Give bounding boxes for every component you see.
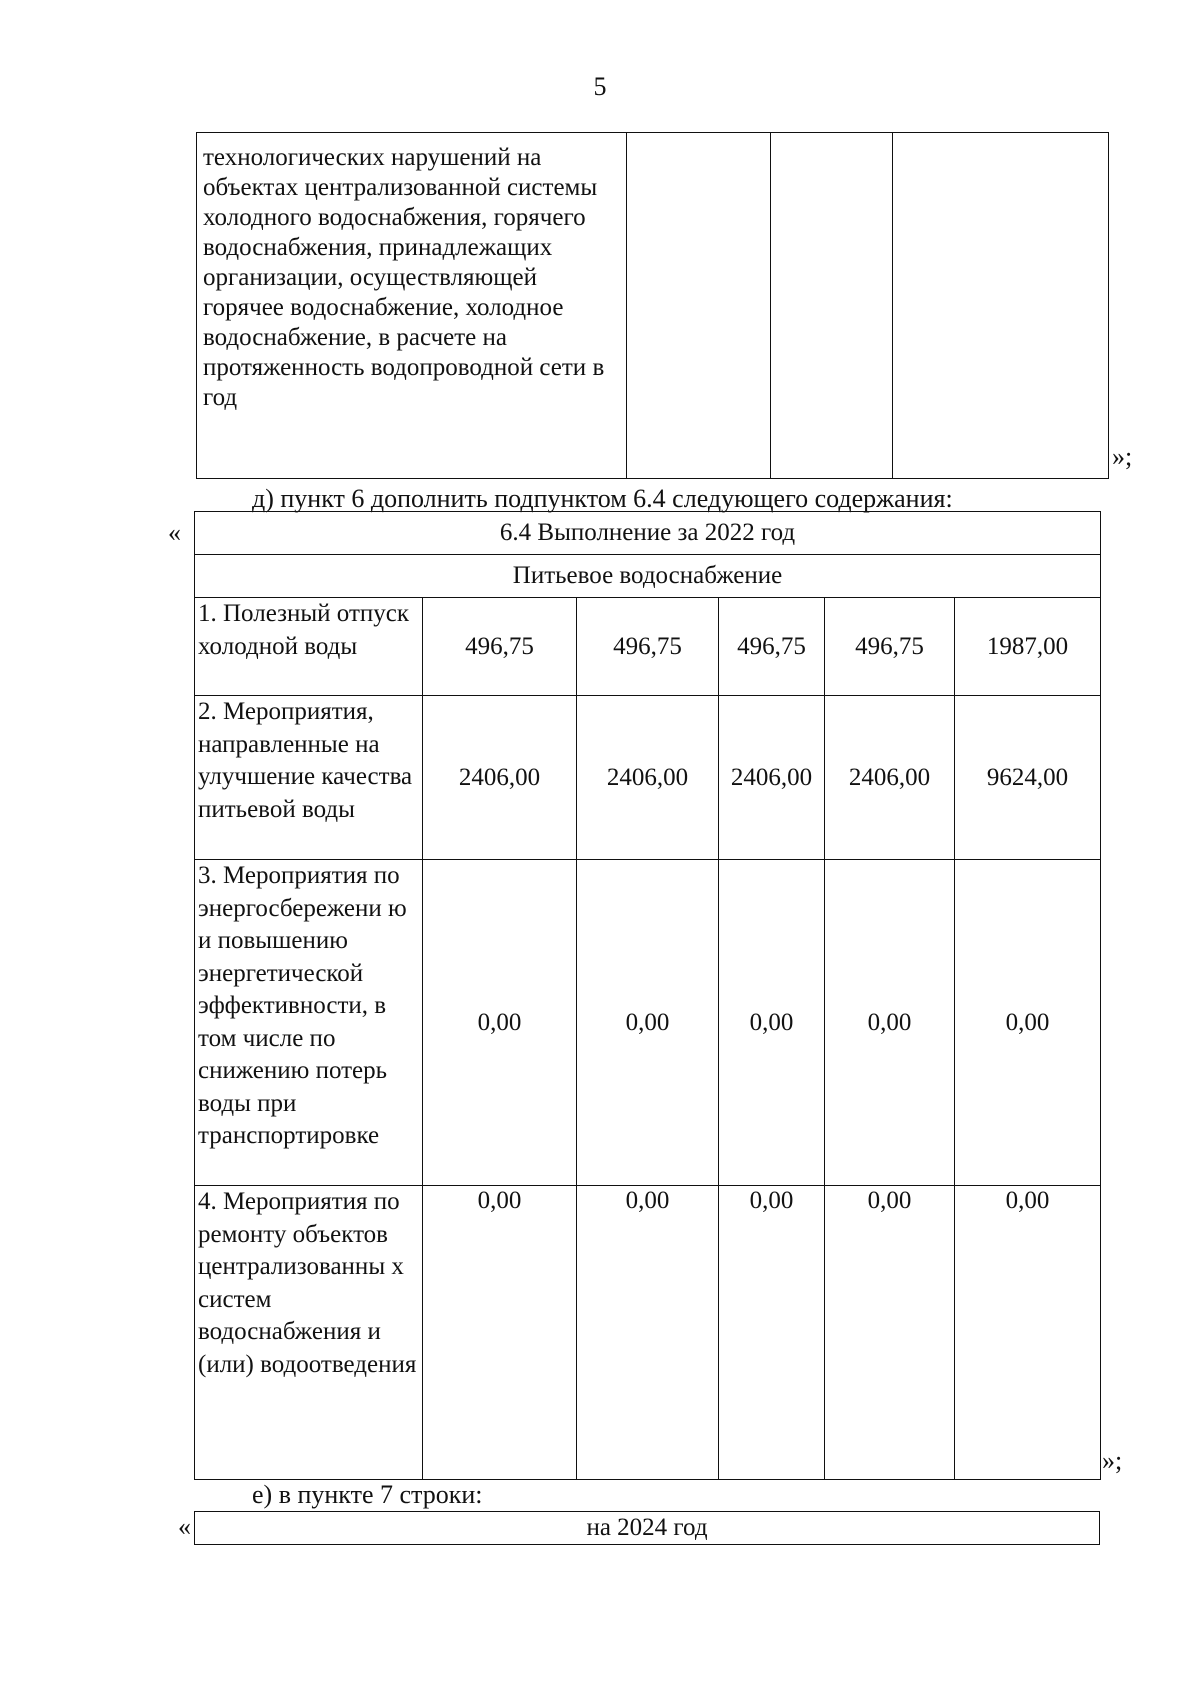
paragraph-d: д) пункт 6 дополнить подпунктом 6.4 следующего содержания:	[252, 484, 953, 513]
closing-quote: »;	[1112, 442, 1133, 471]
row-value: 0,00	[423, 1186, 577, 1480]
row-value: 0,00	[577, 1186, 719, 1480]
table-row	[195, 1186, 1101, 1480]
indicator-text: технологических нарушений на объектах централизованной системы холодного водоснабжения, горячего водоснабжения, принадлежащих организации, осуществляющей горячее водоснабжение, холодное водоснабжение, в расчете на протяженность водопроводной сети в год	[203, 144, 605, 411]
row-value: 0,00	[955, 860, 1101, 1186]
table-row	[195, 860, 1101, 1186]
row-label: 1. Полезный отпуск холодной воды	[195, 598, 423, 696]
table-row	[195, 598, 1101, 696]
row-value: 0,00	[577, 860, 719, 1186]
row-value: 496,75	[825, 598, 955, 696]
row-value: 2406,00	[577, 696, 719, 860]
row-value: 0,00	[719, 1186, 825, 1480]
year-2024-table	[194, 1511, 1100, 1545]
table-row	[195, 696, 1101, 860]
row-value: 2406,00	[423, 696, 577, 860]
table-title: 6.4 Выполнение за 2022 год	[195, 512, 1101, 555]
row-value: 1987,00	[955, 598, 1101, 696]
row-label: 3. Мероприятия по энергосбережени ю и повышению энергетической эффективности, в том числе по снижению потерь воды при транспортировке	[195, 860, 423, 1186]
closing-quote: »;	[1102, 1446, 1123, 1475]
row-value: 2406,00	[825, 696, 955, 860]
empty-cell	[627, 133, 771, 479]
row-value: 0,00	[825, 1186, 955, 1480]
opening-quote: «	[178, 1512, 191, 1541]
row-value: 0,00	[955, 1186, 1101, 1480]
row-value: 0,00	[719, 860, 825, 1186]
row-value: 496,75	[719, 598, 825, 696]
table-title: на 2024 год	[195, 1512, 1100, 1545]
execution-2022-table	[194, 511, 1101, 1480]
row-value: 2406,00	[719, 696, 825, 860]
row-value: 0,00	[825, 860, 955, 1186]
opening-quote: «	[168, 518, 181, 547]
paragraph-e: е) в пункте 7 строки:	[252, 1480, 483, 1509]
row-value: 9624,00	[955, 696, 1101, 860]
row-value: 496,75	[423, 598, 577, 696]
row-value: 0,00	[423, 860, 577, 1186]
row-label: 4. Мероприятия по ремонту объектов централизованны х систем водоснабжения и (или) водоотведения	[195, 1186, 423, 1480]
table-subtitle: Питьевое водоснабжение	[195, 555, 1101, 598]
page-number: 5	[593, 72, 607, 101]
empty-cell	[893, 133, 1109, 479]
indicator-cell	[197, 133, 627, 479]
empty-cell	[771, 133, 893, 479]
continuation-table	[196, 132, 1109, 479]
row-label: 2. Мероприятия, направленные на улучшение качества питьевой воды	[195, 696, 423, 860]
row-value: 496,75	[577, 598, 719, 696]
